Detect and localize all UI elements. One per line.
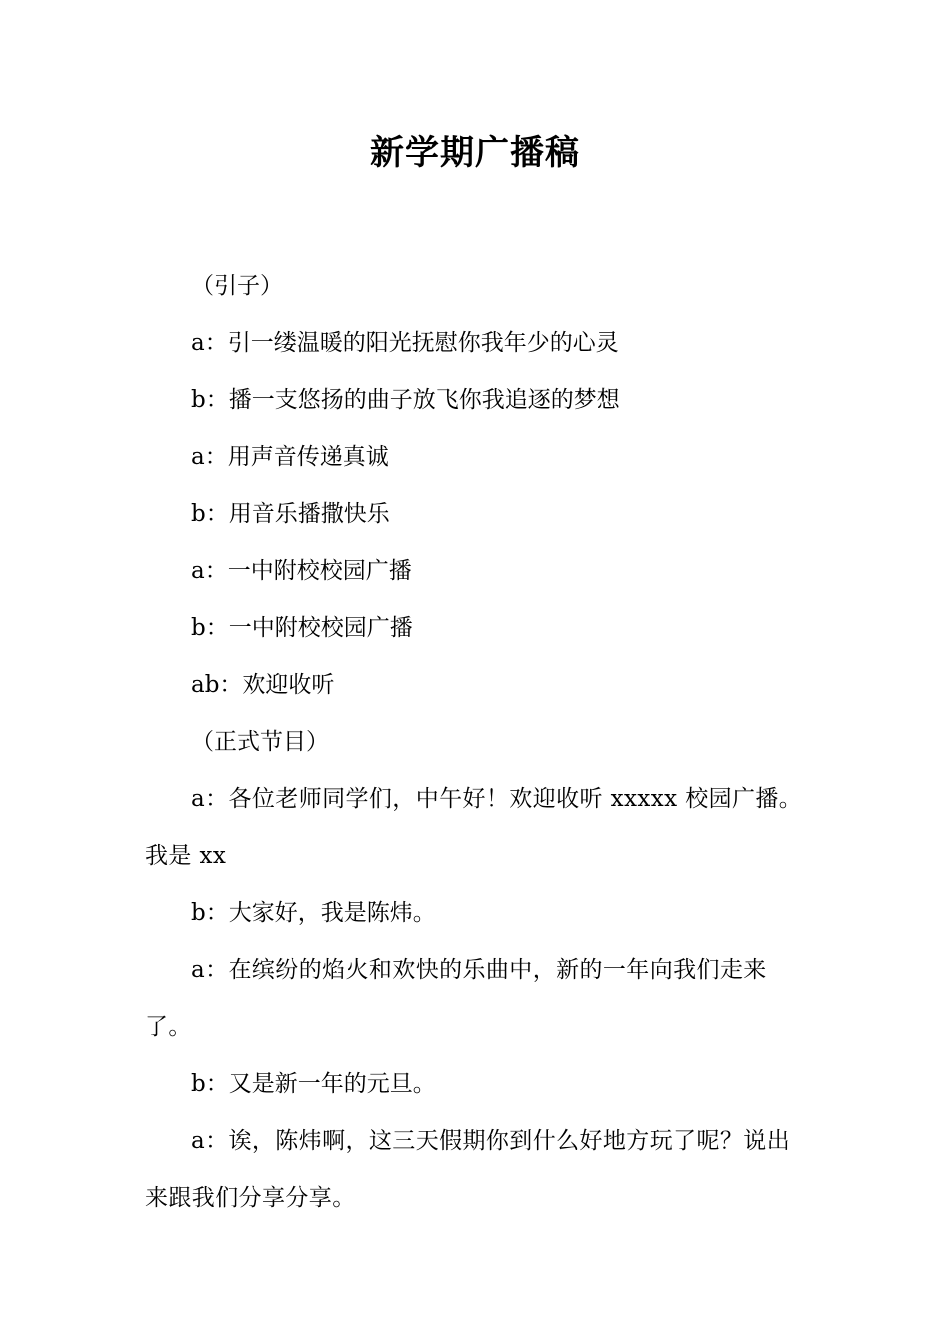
paragraph-line: a：用声音传递真诚 [191, 444, 389, 470]
paragraph-intro-heading: （引子） [191, 273, 283, 299]
paragraph-line: a：各位老师同学们，中午好！欢迎收听 xxxxx 校园广播。我是 xx [145, 786, 803, 869]
paragraph-line: b：播一支悠扬的曲子放飞你我追逐的梦想 [191, 387, 620, 413]
paragraph-main-heading: （正式节目） [191, 729, 329, 755]
paragraph-line: b：大家好，我是陈炜。 [191, 900, 436, 926]
document-body [145, 258, 810, 1227]
paragraph-line: ab：欢迎收听 [191, 672, 335, 698]
document-title: 新学期广播稿 [370, 133, 580, 173]
paragraph-line: a：引一缕温暖的阳光抚慰你我年少的心灵 [191, 330, 619, 356]
paragraph-line: b：用音乐播撒快乐 [191, 501, 390, 527]
paragraph-line: b：一中附校校园广播 [191, 615, 413, 641]
paragraph-line: a：一中附校校园广播 [191, 558, 412, 584]
paragraph-line: b：又是新一年的元旦。 [191, 1071, 436, 1097]
paragraph-line: a：在缤纷的焰火和欢快的乐曲中，新的一年向我们走来了。 [145, 957, 767, 1040]
paragraph-line: a：诶，陈炜啊，这三天假期你到什么好地方玩了呢？说出来跟我们分享分享。 [145, 1128, 791, 1211]
